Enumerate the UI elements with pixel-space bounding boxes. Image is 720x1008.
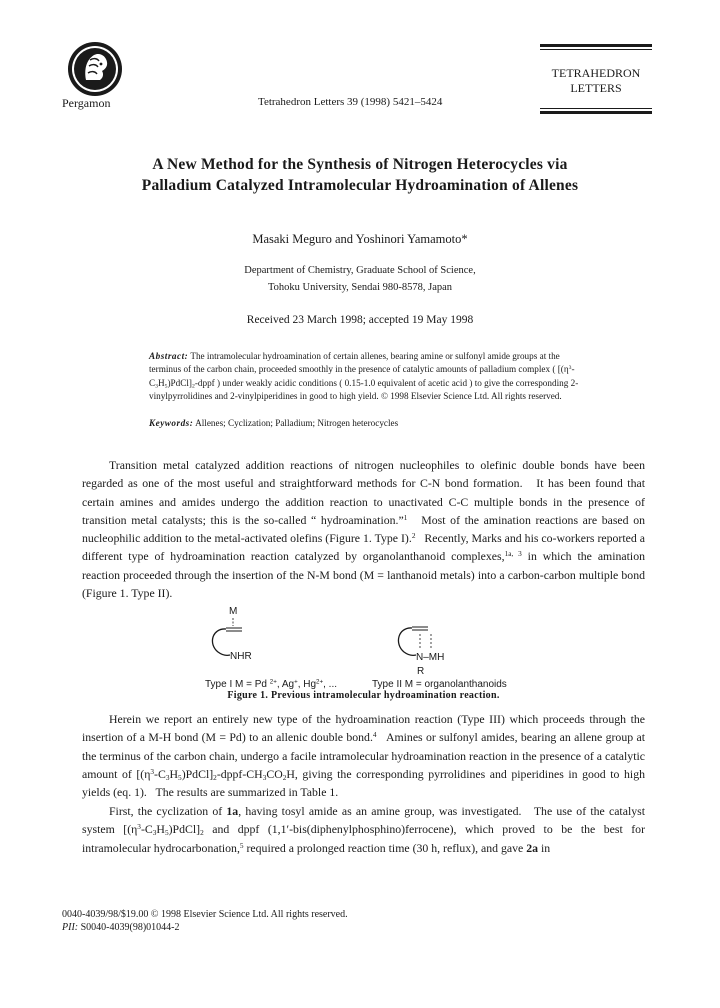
paragraph-cyclization: First, the cyclization of 1a, having tosyl amide as an amine group, was investigated. The use of the catalyst system $[(\eta^3-C_3H_5)PdCl]_2$ and dppf (1,1′-bis(diphenylphosphino)ferrocene), which proved to be the best for intramolecular hydrocarbonation,$^5$ required a prolonged reaction time (30 h, reflux), and gave 2a in <box>82 804 646 855</box>
keywords-label: Keywords: <box>149 418 194 428</box>
affiliation-line-2: Tohoku University, Sendai 980-8578, Japan <box>267 282 453 293</box>
type2-caption: Type II M = organolanthanoids <box>372 679 507 690</box>
footer <box>62 908 348 934</box>
keywords <box>149 418 579 428</box>
copyright-line: 0040-4039/98/$19.00 © 1998 Elsevier Science Ltd. All rights reserved. <box>62 909 348 920</box>
paragraph-new-type: Herein we report an entirely new type of the hydroamination reaction (Type III) which proceeds through the insertion of a M-H bond (M = Pd) to an allenic double bond.$^4$ Amines or sulfonyl amides, bearing an allene group at the terminus of the carbon chain, undergo a facile intramolecular hydroamination reaction in the presence of a catalytic amount of $[(\eta^3-C_3H_5)PdCl]_2-dppf-CH_3CO_2H$, giving the corresponding pyrrolidines and piperidines in good to high yields (eq. 1). The results are summarized in Table 1. <box>82 712 646 800</box>
keywords-list: Allenes; Cyclization; Palladium; Nitrogen heterocycles <box>195 418 399 428</box>
title-line-1: A New Method for the Synthesis of Nitrogen Heterocycles via <box>152 156 568 173</box>
figure-1-structures <box>150 604 570 684</box>
r-label: R <box>417 666 425 677</box>
journal-rule-bottom <box>540 108 652 114</box>
article-title <box>110 154 610 196</box>
metal-label: M <box>229 606 238 617</box>
title-line-2: Palladium Catalyzed Intramolecular Hydroamination of Allenes <box>141 177 579 194</box>
paragraph-intro: Transition metal catalyzed addition reactions of nitrogen nucleophiles to olefinic double bonds have been regarded as one of the most useful and straightforward methods for C-N bond formation. It has been found that certain amines and amides undergo the addition reaction to unactivated C-C multiple bonds in the presence of transition metal catalysts; this is the so-called “ hydroamination.”$^1$ Most of the amination reactions are based on nucleophilic addition to the metal-activated olefins (Figure 1. Type I).$^2$ Recently, Marks and his co-workers reported a different type of hydroamination reaction catalyzed by organolanthanoid complexes,$^{1a, 3}$ in which the amination reaction proceeded through the insertion of the N-M bond (M = lanthanoid metals) into a carbon-carbon multiple bond (Figure 1. Type II). <box>82 458 645 601</box>
type2-carbon-chain <box>398 628 416 655</box>
pii-line <box>62 921 348 934</box>
received-dates: Received 23 March 1998; accepted 19 May 1998 <box>246 314 474 326</box>
pii-label: PII: <box>62 922 79 933</box>
abstract: Abstract: The intramolecular hydroamination of certain allenes, bearing amine or sulfonyl amide groups at the terminus of the carbon chain, proceeded smoothly in the presence of catalytic amounts of palladium complex ( $[(\eta^3-C_3H_5)PdCl]_2$-dppf ) under weakly acidic conditions ( 0.15-1.0 equivalent of acetic acid ) to give the corresponding 2-vinylpyrrolidines and 2-vinylpiperidines in good to high yield. © 1998 Elsevier Science Ltd. All rights reserved. <box>149 351 579 401</box>
journal-name-line2: LETTERS <box>570 81 622 95</box>
type1-carbon-chain <box>212 629 230 655</box>
journal-name-line1: TETRAHEDRON <box>551 66 641 80</box>
nmh-label: N–MH <box>416 652 445 663</box>
affiliation <box>110 262 610 296</box>
authors: Masaki Meguro and Yoshinori Yamamoto* <box>252 232 468 246</box>
abstract-label: Abstract: <box>149 351 189 361</box>
journal-citation: Tetrahedron Letters 39 (1998) 5421–5424 <box>258 96 443 108</box>
type1-caption: Type I M = Pd $^{2+}$, Ag+, $Hg^{2+}$, ... <box>205 678 338 690</box>
journal-name-block <box>540 66 652 96</box>
pii-value: S0040-4039(98)01044-2 <box>80 922 180 933</box>
affiliation-line-1: Department of Chemistry, Graduate School of Science, <box>244 265 476 276</box>
figure-caption: Figure 1. Previous intramolecular hydroamination reaction. <box>227 690 500 701</box>
nhr-label: NHR <box>230 651 252 662</box>
pergamon-logo-icon <box>66 40 124 98</box>
type1-caption-text: Type I M = Pd <box>205 679 267 690</box>
journal-rule-top <box>540 44 652 50</box>
publisher-name: Pergamon <box>62 96 111 110</box>
